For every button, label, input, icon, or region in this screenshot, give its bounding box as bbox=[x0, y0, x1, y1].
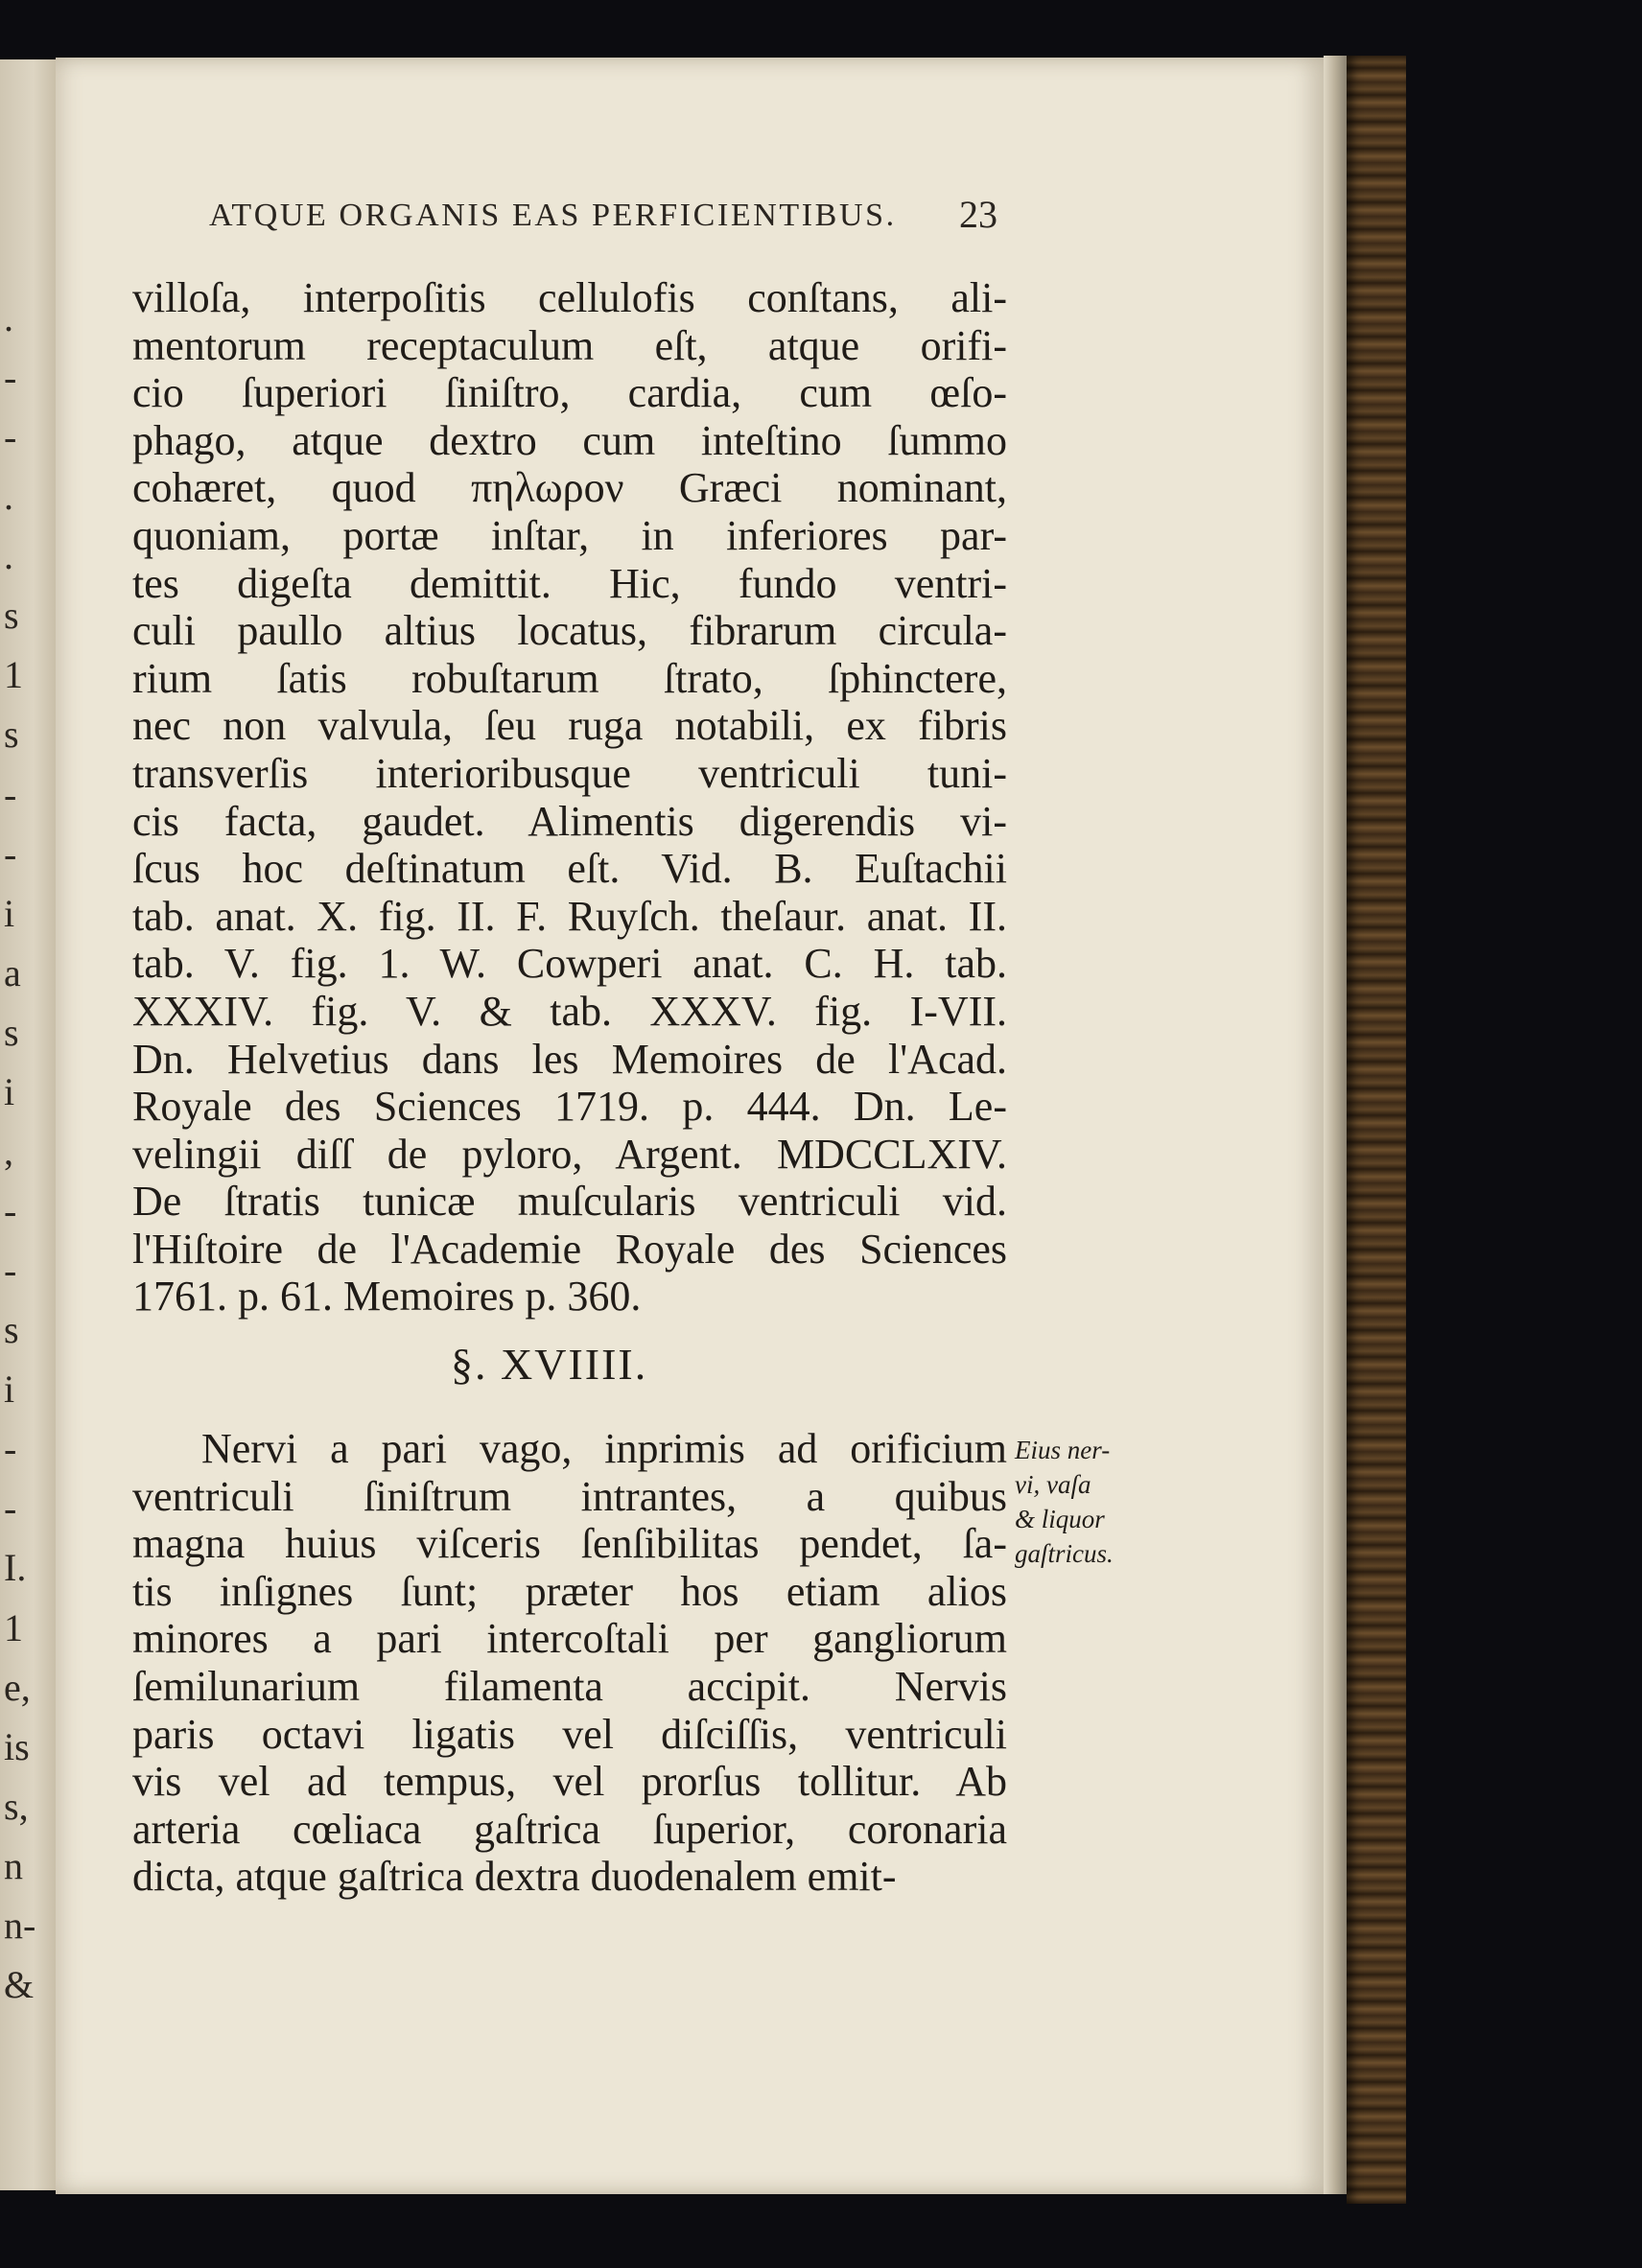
text-line: tab. V. fig. 1. W. Cowperi anat. C. H. tab. bbox=[132, 940, 1007, 988]
left-page-fragment: s, bbox=[4, 1784, 29, 1828]
paragraph-2 bbox=[132, 1425, 1007, 1901]
page-number: 23 bbox=[959, 193, 997, 236]
text-line: De ſtratis tunicæ muſcularis ventriculi vid. bbox=[132, 1178, 1007, 1226]
marginal-note-line: & liquor bbox=[1015, 1505, 1105, 1533]
text-line: minores a pari intercoſtali per gangliorum bbox=[132, 1615, 1007, 1663]
left-page-fragment: , bbox=[4, 1129, 13, 1173]
left-page-fragment: & bbox=[4, 1962, 35, 2006]
text-line: villoſa, interpoſitis cellulofis conſtans, ali- bbox=[132, 274, 1007, 321]
left-page-fragment: I. bbox=[4, 1546, 27, 1590]
marginal-note-line: vi, vaſa bbox=[1015, 1470, 1091, 1499]
text-line: XXXIV. fig. V. & tab. XXXV. fig. I-VII. bbox=[132, 987, 1007, 1035]
text-line: ſcus hoc deſtinatum eſt. Vid. B. Euſtachii bbox=[132, 845, 1007, 893]
text-line: mentorum receptaculum eſt, atque orifi- bbox=[132, 321, 1007, 369]
text-line: vis vel ad tempus, vel prorſus tollitur. Ab bbox=[132, 1758, 1007, 1806]
text-line: arteria cœliaca gaſtrica ſuperior, coronaria bbox=[132, 1805, 1007, 1853]
left-page-fragment: s bbox=[4, 713, 19, 757]
text-line: quoniam, portæ inſtar, in inferiores par- bbox=[132, 511, 1007, 559]
left-page-edge bbox=[0, 59, 56, 2190]
left-page-fragment: i bbox=[4, 1368, 15, 1412]
text-line: dicta, atque gaſtrica dextra duodenalem emit- bbox=[132, 1853, 897, 1901]
text-line: tab. anat. X. fig. II. F. Ruyſch. theſaur. anat. II. bbox=[132, 892, 1007, 940]
left-page-fragment: - bbox=[4, 772, 17, 816]
left-page-fragment: - bbox=[4, 1249, 17, 1293]
marginal-note-line: gaſtricus. bbox=[1015, 1539, 1114, 1568]
left-page-fragment: 1 bbox=[4, 653, 23, 697]
left-page-fragment: s bbox=[4, 594, 19, 638]
text-line: transverſis interioribusque ventriculi tuni- bbox=[132, 749, 1007, 797]
running-head: ATQUE ORGANIS EAS PERFICIENTIBUS. bbox=[209, 198, 897, 233]
marginal-note-line: Eius ner- bbox=[1015, 1436, 1111, 1464]
left-page-fragment: e, bbox=[4, 1665, 31, 1709]
text-line: cohæret, quod πηλωρον Græci nominant, bbox=[132, 464, 1007, 512]
text-line: phago, atque dextro cum inteſtino ſummo bbox=[132, 416, 1007, 464]
left-page-fragment: 1 bbox=[4, 1605, 23, 1649]
left-page-fragment: - bbox=[4, 831, 17, 876]
text-line: nec non valvula, ſeu ruga notabili, ex fibris bbox=[132, 702, 1007, 750]
paragraph-1 bbox=[132, 274, 1007, 1321]
text-line: rium ſatis robuſtarum ſtrato, ſphinctere, bbox=[132, 654, 1007, 702]
left-page-fragment: is bbox=[4, 1724, 30, 1768]
left-page-fragment: s bbox=[4, 1010, 19, 1054]
section-heading: §. XVIIII. bbox=[451, 1340, 648, 1389]
marginal-note bbox=[1015, 1433, 1168, 1571]
text-line: Dn. Helvetius dans les Memoires de l'Acad. bbox=[132, 1035, 1007, 1083]
left-page-fragment: n bbox=[4, 1843, 23, 1887]
text-line: cio ſuperiori ſiniſtro, cardia, cum œſo- bbox=[132, 369, 1007, 417]
left-page-fragment: - bbox=[4, 356, 17, 400]
text-line: 1761. p. 61. Memoires p. 360. bbox=[132, 1273, 642, 1321]
text-line: cis facta, gaudet. Alimentis digerendis vi- bbox=[132, 797, 1007, 845]
text-line: ſemilunarium filamenta accipit. Nervis bbox=[132, 1662, 1007, 1710]
text-line: paris octavi ligatis vel diſciſſis, ventriculi bbox=[132, 1710, 1007, 1758]
text-line: Nervi a pari vago, inprimis ad orificium bbox=[201, 1425, 1007, 1472]
text-line: Royale des Sciences 1719. p. 444. Dn. Le- bbox=[132, 1083, 1007, 1131]
text-line: tes digeſta demittit. Hic, fundo ventri- bbox=[132, 559, 1007, 607]
text-line: magna huius viſceris ſenſibilitas pendet, ſa- bbox=[132, 1520, 1007, 1568]
left-page-fragment: i bbox=[4, 1069, 15, 1113]
text-line: velingii diſſ de pyloro, Argent. MDCCLXIV. bbox=[132, 1130, 1007, 1178]
left-page-fragment: a bbox=[4, 950, 21, 994]
text-line: ventriculi ſiniſtrum intrantes, a quibus bbox=[132, 1472, 1007, 1520]
text-line: l'Hiſtoire de l'Academie Royale des Sciences bbox=[132, 1225, 1007, 1273]
left-page-fragment: . bbox=[4, 534, 13, 578]
left-page-fragment: - bbox=[4, 1486, 17, 1531]
left-page-fragment: . bbox=[4, 475, 13, 519]
left-page-fragment: i bbox=[4, 891, 15, 935]
text-line: culi paullo altius locatus, fibrarum circula- bbox=[132, 607, 1007, 655]
left-page-fragment: . bbox=[4, 296, 13, 339]
left-page-fragment: - bbox=[4, 1427, 17, 1471]
book-cover-edge bbox=[1347, 56, 1406, 2204]
left-page-fragment: - bbox=[4, 1189, 17, 1233]
left-page-fragment: - bbox=[4, 415, 17, 459]
left-page-fragment: s bbox=[4, 1308, 19, 1352]
left-page-fragment: n- bbox=[4, 1903, 36, 1947]
text-line: tis inſignes ſunt; præter hos etiam alios bbox=[132, 1567, 1007, 1615]
